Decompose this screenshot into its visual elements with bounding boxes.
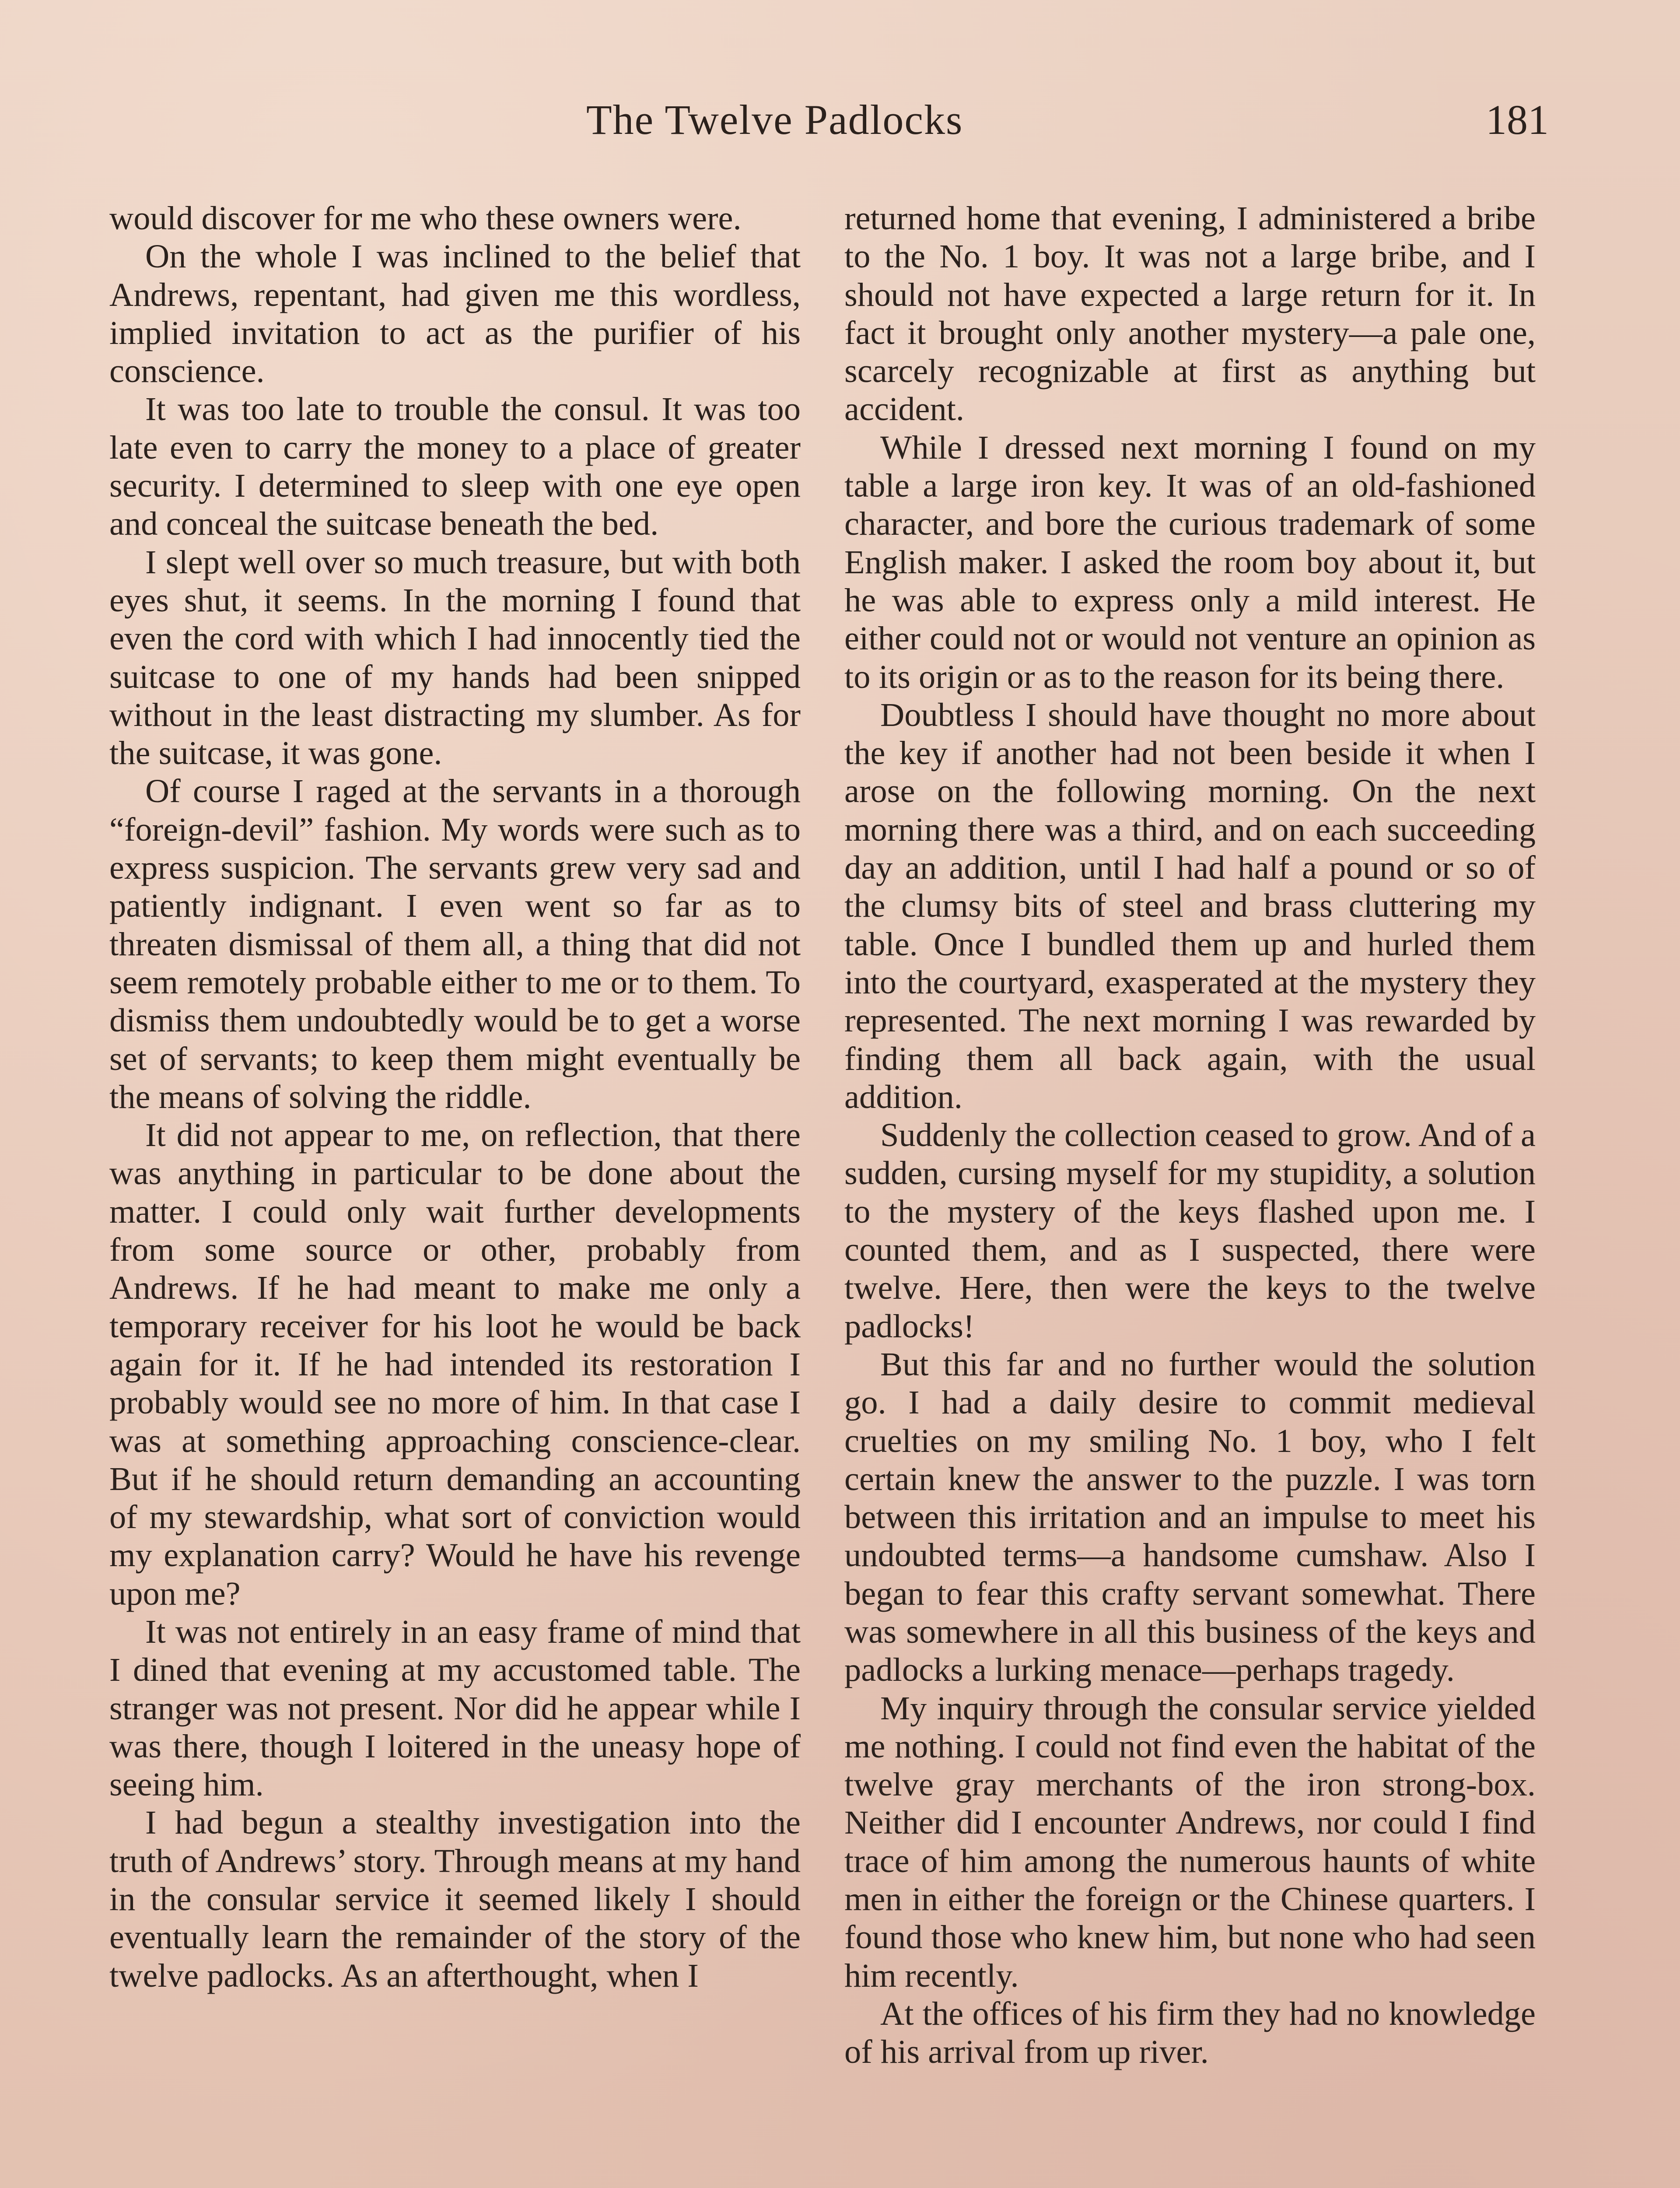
paragraph: While I dressed next morning I found on my table a large iron key. It was of an old-fashioned character, and bore the curious trademark of some English maker. I asked the room boy about it, but he was able to express only a mild interest. He either could not or would not venture an opinion as to its origin or as to the reason for its being there.	[844, 428, 1536, 695]
paragraph: Doubtless I should have thought no more about the key if another had not been beside it when I arose on the following morning. On the next morning there was a third, and on each succeeding day an addition, until I had half a pound or so of the clumsy bits of steel and brass cluttering my table. Once I bundled them up and hurled them into the courtyard, exasperated at the mystery they represented. The next morning I was rewarded by finding them all back again, with the usual addition.	[844, 696, 1536, 1115]
paragraph: But this far and no further would the solution go. I had a daily desire to commit medieval cruelties on my smiling No. 1 boy, who I felt certain knew the answer to the puzzle. I was torn between this irritation and an impulse to meet his undoubted terms—a handsome cumshaw. Also I began to fear this crafty servant somewhat. There was somewhere in all this business of the keys and padlocks a lurking menace—perhaps tragedy.	[844, 1345, 1536, 1689]
paragraph: I slept well over so much treasure, but with both eyes shut, it seems. In the morning I found that even the cord with which I had innocently tied the suitcase to one of my hands had been snipped without in the least distracting my slumber. As for the suitcase, it was gone.	[109, 543, 801, 772]
right-column	[844, 199, 1536, 2071]
paragraph: At the offices of his firm they had no knowledge of his arrival from up river.	[844, 1995, 1536, 2071]
paragraph: It was not entirely in an easy frame of mind that I dined that evening at my accustomed table. The stranger was not present. Nor did he appear while I was there, though I loitered in the uneasy hope of seeing him.	[109, 1613, 801, 1803]
paragraph: My inquiry through the consular service yielded me nothing. I could not find even the habitat of the twelve gray merchants of the iron strong-box. Neither did I encounter Andrews, nor could I find trace of him among the numerous haunts of white men in either the foreign or the Chinese quarters. I found those who knew him, but none who had seen him recently.	[844, 1689, 1536, 1994]
paragraph: On the whole I was inclined to the belief that Andrews, repentant, had given me this wordless, implied invitation to act as the purifier of his conscience.	[109, 238, 801, 390]
paragraph: It was too late to trouble the consul. It was too late even to carry the money to a place of greater security. I determined to sleep with one eye open and conceal the suitcase beneath the bed.	[109, 390, 801, 543]
paragraph: I had begun a stealthy investigation into the truth of Andrews’ story. Through means at my hand in the consular service it seemed likely I should eventually learn the remainder of the story of the twelve padlocks. As an afterthought, when I	[109, 1804, 801, 1994]
page-number: 181	[1486, 96, 1549, 143]
paragraph: returned home that evening, I administered a bribe to the No. 1 boy. It was not a large bribe, and I should not have expected a large return for it. In fact it brought only another mystery—a pale one, scarcely recognizable at first as anything but accident.	[844, 200, 1536, 428]
paragraph: would discover for me who these owners were.	[109, 200, 742, 237]
paragraph: It did not appear to me, on reflection, that there was anything in particular to be done about the matter. I could only wait further developments from some source or other, probably from Andrews. If he had meant to make me only a temporary receiver for his loot he would be back again for it. If he had intended its restoration I probably would see no more of him. In that case I was at something approaching conscience-clear. But if he should return demanding an accounting of my stewardship, what sort of conviction would my explanation carry? Would he have his revenge upon me?	[109, 1116, 801, 1612]
paragraph: Suddenly the collection ceased to grow. And of a sudden, cursing myself for my stupidity, a solution to the mystery of the keys flashed upon me. I counted them, and as I suspected, there were twelve. Here, then were the keys to the twelve padlocks!	[844, 1116, 1536, 1345]
running-title: The Twelve Padlocks	[586, 96, 963, 143]
paragraph: Of course I raged at the servants in a thorough “foreign-devil” fashion. My words were such as to express suspicion. The servants grew very sad and patiently indignant. I even went so far as to threaten dismissal of them all, a thing that did not seem remotely probable either to me or to them. To dismiss them undoubtedly would be to get a worse set of servants; to keep them might eventually be the means of solving the riddle.	[109, 772, 801, 1115]
left-column	[109, 199, 801, 1995]
